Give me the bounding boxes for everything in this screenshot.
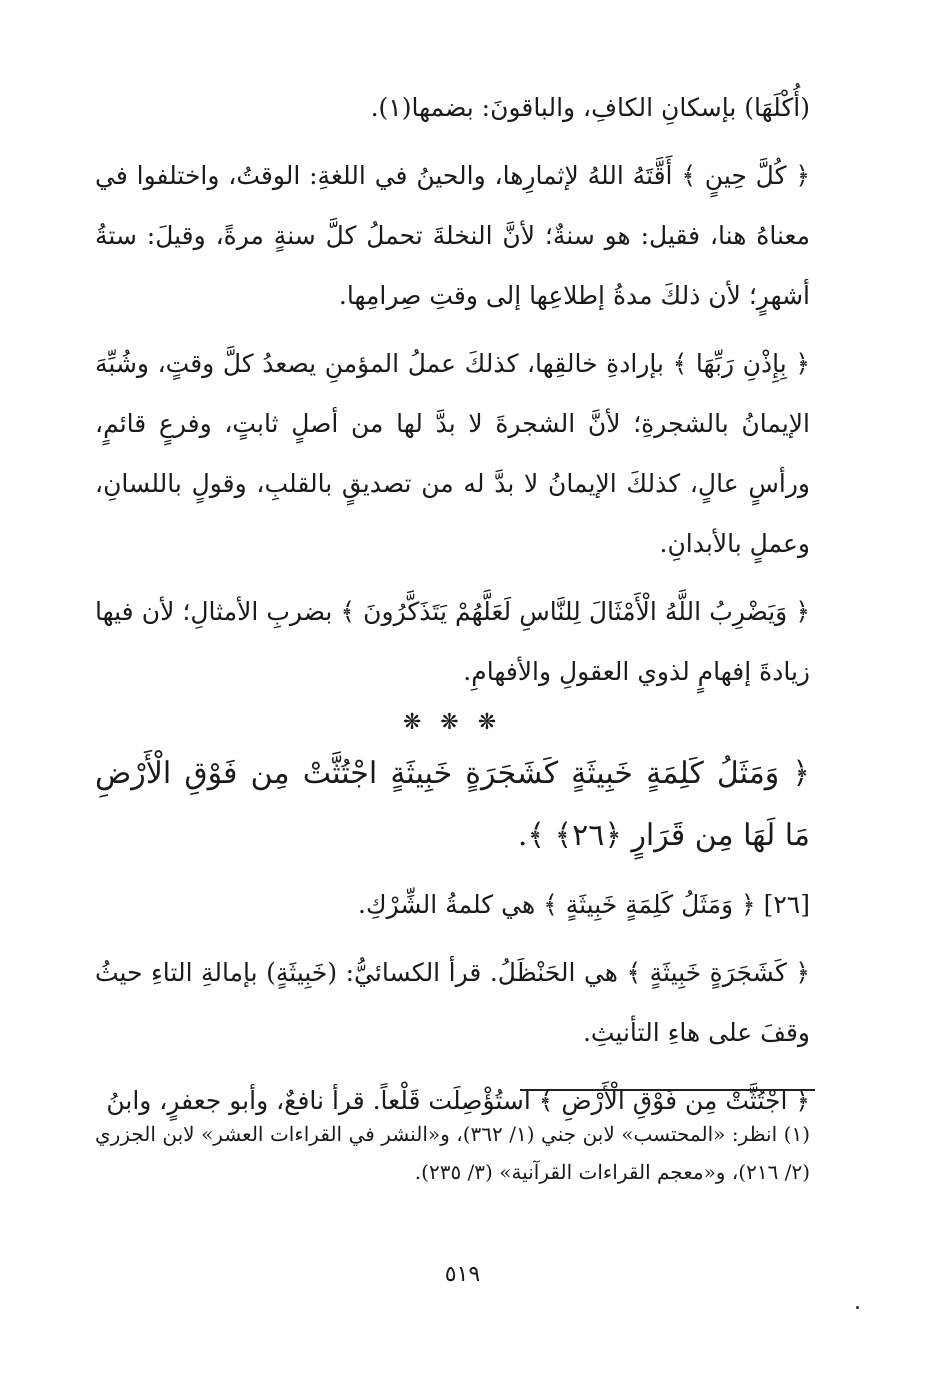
scan-speck — [856, 1306, 859, 1309]
paragraph-2: ﴿ كُلَّ حِينٍ ﴾ أَقَّتَهُ اللهُ لإثمارِها، والحينُ في اللغةِ: الوقتُ، واختلفوا في معناهُ هنا، فقيل: هو سنةٌ؛ لأنَّ النخلةَ تحملُ كلَّ سنةٍ مرةً، وقيلَ: ستةُ أشهرٍ؛ لأن ذلكَ مدةُ إطلاعِها إلى وقتِ صِرامِها. — [95, 161, 810, 310]
paragraph-6: ﴿ كَشَجَرَةٍ خَبِيثَةٍ ﴾ هي الحَنْظَلُ. قرأ الكسائيُّ: (خَبِيثَةٍ) بإمالةِ التاءِ حيثُ وقفَ على هاءِ التأنيثِ. — [95, 958, 810, 1047]
quran-verse: ﴿ وَمَثَلُ كَلِمَةٍ خَبِيثَةٍ كَشَجَرَةٍ خَبِيثَةٍ اجْتُثَّتْ مِن فَوْقِ الْأَرْضِ مَا لَهَا مِن قَرَارٍ ﴿٢٦﴾ ﴾. — [95, 756, 810, 853]
main-text — [95, 78, 810, 1131]
footnote: (١) انظر: «المحتسب» لابن جني (١/ ٣٦٢)، و«النشر في القراءات العشر» لابن الجزري (٢/ ٢١٦)، و«معجم القراءات القرآنية» (٣/ ٢٣٥). — [95, 1122, 810, 1184]
paragraph-4: ﴿ وَيَضْرِبُ اللَّهُ الْأَمْثَالَ لِلنَّاسِ لَعَلَّهُمْ يَتَذَكَّرُونَ ﴾ بضربِ الأمثالِ؛ لأن فيها زيادةَ إفهامٍ لذوي العقولِ والأفهامِ. — [95, 597, 810, 686]
paragraph-7: ﴿ اجْتُثَّتْ مِن فَوْقِ الْأَرْضِ ﴾ استُؤْصِلَت قَلْعاً. قرأ نافعٌ، وأبو جعفرٍ، وابنُ — [106, 1086, 810, 1115]
paragraph-5: [٢٦] ﴿ وَمَثَلُ كَلِمَةٍ خَبِيثَةٍ ﴾ هي كلمةُ الشِّرْكِ. — [358, 890, 810, 919]
paragraph-1: (أُكْلَهَا) بإسكانِ الكافِ، والباقونَ: بضمها(١). — [370, 93, 810, 122]
section-separator: ❋ ❋ ❋ — [402, 710, 503, 735]
paragraph-3: ﴿ بِإِذْنِ رَبِّهَا ﴾ بإرادةِ خالقِها، كذلكَ عملُ المؤمنِ يصعدُ كلَّ وقتٍ، وشُبِّهَ الإيمانُ بالشجرةِ؛ لأنَّ الشجرةَ لا بدَّ لها من أصلٍ ثابتٍ، وفرعٍ قائمٍ، ورأسٍ عالٍ، كذلكَ الإيمانُ لا بدَّ له من تصديقٍ بالقلبِ، وقولٍ باللسانِ، وعملٍ بالأبدانِ. — [95, 349, 810, 558]
page-number: ٥١٩ — [444, 1262, 481, 1287]
footnote-separator — [520, 1089, 815, 1091]
